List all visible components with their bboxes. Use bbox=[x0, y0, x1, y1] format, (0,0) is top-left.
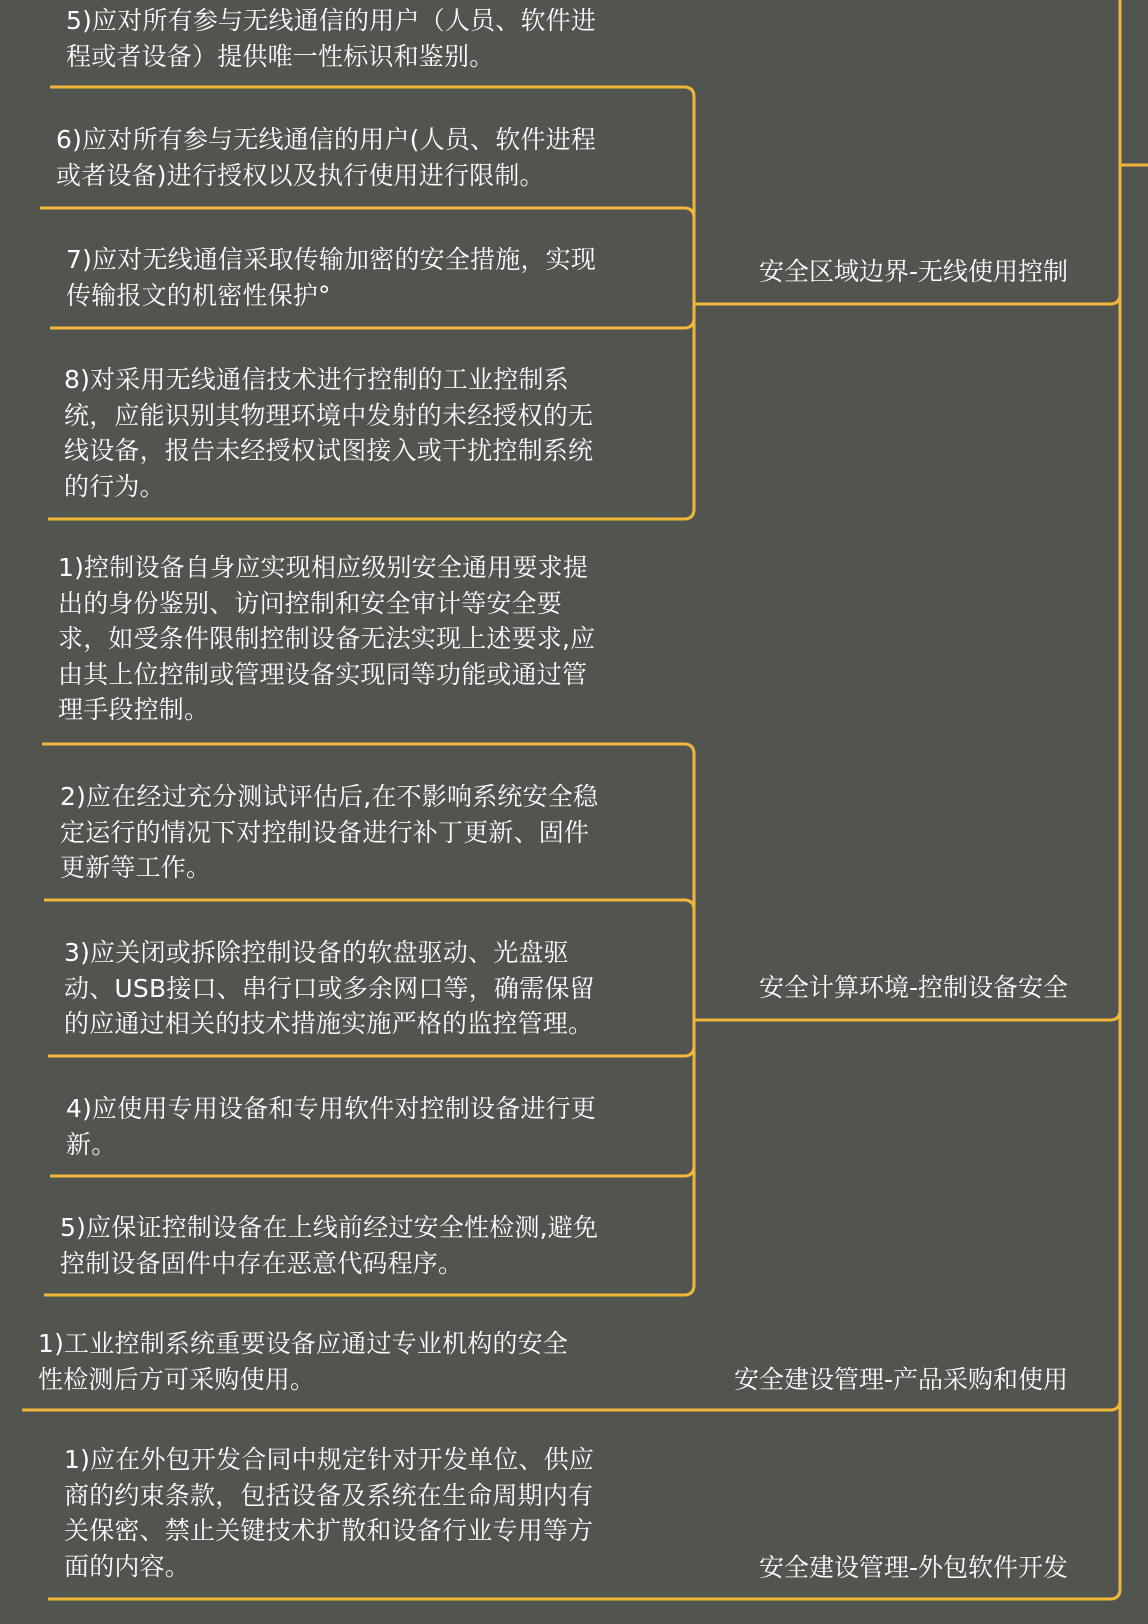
group-label-control-device-security[interactable]: 安全计算环境-控制设备安全 bbox=[758, 973, 1068, 1002]
group-label-product-procurement[interactable]: 安全建设管理-产品采购和使用 bbox=[733, 1365, 1068, 1394]
leaf-text: 5)应对所有参与无线通信的用户（人员、软件进 程或者设备）提供唯一性标识和鉴别。 bbox=[66, 6, 597, 71]
spine-line bbox=[1110, 0, 1120, 1599]
leaf-text: 6)应对所有参与无线通信的用户(人员、软件进程 或者设备)进行授权以及执行使用进行限制。 bbox=[56, 125, 597, 190]
leaf-text: 2)应在经过充分测试评估后,在不影响系统安全稳 定运行的情况下对控制设备进行补丁更新、固件 更新等工作。 bbox=[60, 782, 599, 882]
group-label-outsourced-software[interactable]: 安全建设管理-外包软件开发 bbox=[758, 1553, 1068, 1582]
leaf-text: 4)应使用专用设备和专用软件对控制设备进行更 新。 bbox=[66, 1094, 597, 1159]
leaf-text: 3)应关闭或拆除控制设备的软盘驱动、光盘驱 动、USB接口、串行口或多余网口等，确需保留 的应通过相关的技术措施实施严格的监控管理。 bbox=[64, 938, 595, 1038]
leaf-underline-3-1 bbox=[22, 1400, 1120, 1410]
leaf-text: 8)对采用无线通信技术进行控制的工业控制系 统，应能识别其物理环境中发射的未经授权的无 线设备，报告未经授权试图接入或干扰控制系统 的行为。 bbox=[64, 365, 594, 501]
leaf-text: 1)应在外包开发合同中规定针对开发单位、供应 商的约束条款，包括设备及系统在生命周期内有 关保密、禁止关键技术扩散和设备行业专用等方 面的内容。 bbox=[64, 1445, 595, 1581]
group-label-wireless-control[interactable]: 安全区域边界-无线使用控制 bbox=[758, 257, 1068, 286]
leaf-text: 5)应保证控制设备在上线前经过安全性检测,避免 控制设备固件中存在恶意代码程序。 bbox=[60, 1213, 599, 1278]
group-connector-1 bbox=[694, 294, 1120, 304]
leaf-text: 1)工业控制系统重要设备应通过专业机构的安全 性检测后方可采购使用。 bbox=[38, 1329, 569, 1394]
group-connector-2 bbox=[694, 1010, 1120, 1020]
leaf-text: 7)应对无线通信采取传输加密的安全措施，实现 传输报文的机密性保护° bbox=[66, 245, 597, 310]
leaf-text: 1)控制设备自身应实现相应级别安全通用要求提 出的身份鉴别、访问控制和安全审计等安全要 求，如受条件限制控制设备无法实现上述要求,应 由其上位控制或管理设备实现同等功能或通过管 理手段控制。 bbox=[58, 553, 596, 724]
